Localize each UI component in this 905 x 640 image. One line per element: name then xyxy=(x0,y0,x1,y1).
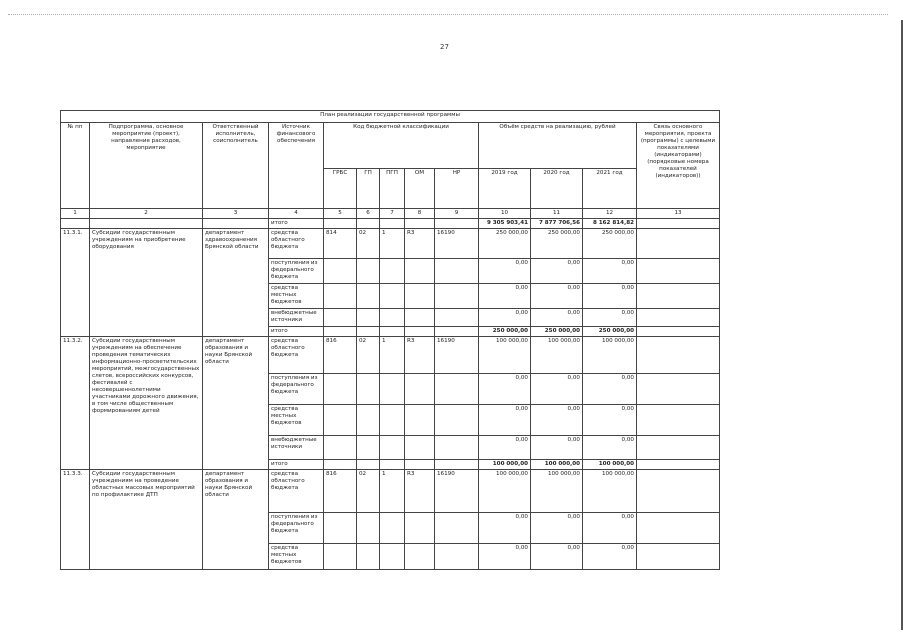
amount-2019: 0,00 xyxy=(479,258,531,283)
amount-2019: 0,00 xyxy=(479,373,531,404)
amount-2020: 0,00 xyxy=(531,283,583,308)
amount-2021: 100 000,00 xyxy=(583,469,637,512)
funding-source: поступления из федерального бюджета xyxy=(269,512,324,543)
item-name: Субсидии государственным учреждениям на приобретение оборудования xyxy=(90,228,203,336)
indicator-link xyxy=(637,326,720,336)
column-number: 2 xyxy=(90,209,203,219)
code-om xyxy=(405,258,435,283)
total-2021: 100 000,00 xyxy=(583,459,637,469)
indicator-link xyxy=(637,373,720,404)
amount-2021: 0,00 xyxy=(583,308,637,326)
code-nr xyxy=(435,283,479,308)
table-row xyxy=(61,228,720,258)
amount-2020: 0,00 xyxy=(531,543,583,569)
code-gp xyxy=(357,512,380,543)
funding-source: средства местных бюджетов xyxy=(269,404,324,435)
top-total-2019: 9 305 903,41 xyxy=(479,218,531,228)
header-responsible: Ответственный исполнитель, соисполнитель xyxy=(203,123,269,209)
empty-cell xyxy=(435,459,479,469)
indicator-link xyxy=(637,543,720,569)
indicator-link xyxy=(637,469,720,512)
item-responsible: департамент образования и науки Брянской области xyxy=(203,336,269,469)
code-nr xyxy=(435,308,479,326)
column-number: 1 xyxy=(61,209,90,219)
top-total-2021: 8 162 814,82 xyxy=(583,218,637,228)
amount-2019: 0,00 xyxy=(479,404,531,435)
code-pgp: 1 xyxy=(380,228,405,258)
top-total-label: итого xyxy=(269,218,324,228)
code-om xyxy=(405,308,435,326)
empty-cell xyxy=(357,326,380,336)
column-number: 4 xyxy=(269,209,324,219)
total-label: итого xyxy=(269,326,324,336)
amount-2019: 0,00 xyxy=(479,512,531,543)
indicator-link xyxy=(637,459,720,469)
plan-table xyxy=(60,110,720,570)
code-grbs xyxy=(324,283,357,308)
code-grbs xyxy=(324,258,357,283)
code-gp: 02 xyxy=(357,469,380,512)
code-gp xyxy=(357,258,380,283)
code-pgp: 1 xyxy=(380,336,405,373)
item-responsible: департамент образования и науки Брянской области xyxy=(203,469,269,569)
table-title: План реализации государственной программы xyxy=(61,111,720,123)
total-2021: 250 000,00 xyxy=(583,326,637,336)
code-pgp xyxy=(380,404,405,435)
column-number: 12 xyxy=(583,209,637,219)
item-number: 11.3.2. xyxy=(61,336,90,469)
code-nr: 16190 xyxy=(435,469,479,512)
empty-cell xyxy=(324,459,357,469)
funding-source: средства местных бюджетов xyxy=(269,283,324,308)
total-2019: 250 000,00 xyxy=(479,326,531,336)
code-nr: 16190 xyxy=(435,228,479,258)
amount-2021: 0,00 xyxy=(583,404,637,435)
table-row xyxy=(61,469,720,512)
funding-source: средства местных бюджетов xyxy=(269,543,324,569)
column-number: 9 xyxy=(435,209,479,219)
amount-2019: 250 000,00 xyxy=(479,228,531,258)
code-pgp xyxy=(380,308,405,326)
code-nr xyxy=(435,543,479,569)
code-om xyxy=(405,404,435,435)
item-name: Субсидии государственным учреждениям на обеспечение проведения тематических информационно-просветительских мероприятий, межгосударственных слетов, всероссийских конкурсов, фестивалей с несовершеннолетними участниками дорожного движения, в том числе общественным формированиям детей xyxy=(90,336,203,469)
code-gp xyxy=(357,308,380,326)
header-subprogram: Подпрограмма, основное мероприятие (проект), направление расходов, мероприятие xyxy=(90,123,203,209)
top-total-2020: 7 877 706,56 xyxy=(531,218,583,228)
empty-cell xyxy=(380,459,405,469)
code-om xyxy=(405,373,435,404)
indicator-link xyxy=(637,404,720,435)
code-grbs xyxy=(324,308,357,326)
code-grbs xyxy=(324,373,357,404)
header-pgp: ПГП xyxy=(380,169,405,209)
code-gp: 02 xyxy=(357,228,380,258)
amount-2019: 0,00 xyxy=(479,283,531,308)
amount-2020: 100 000,00 xyxy=(531,336,583,373)
amount-2020: 0,00 xyxy=(531,373,583,404)
amount-2020: 0,00 xyxy=(531,512,583,543)
empty-cell xyxy=(380,326,405,336)
indicator-link xyxy=(637,258,720,283)
code-nr: 16190 xyxy=(435,336,479,373)
column-number: 8 xyxy=(405,209,435,219)
code-pgp xyxy=(380,373,405,404)
code-nr xyxy=(435,404,479,435)
code-pgp xyxy=(380,258,405,283)
amount-2019: 100 000,00 xyxy=(479,336,531,373)
column-number: 11 xyxy=(531,209,583,219)
total-label: итого xyxy=(269,459,324,469)
amount-2021: 100 000,00 xyxy=(583,336,637,373)
code-gp: 02 xyxy=(357,336,380,373)
amount-2020: 0,00 xyxy=(531,404,583,435)
item-responsible: департамент здравоохранения Брянской области xyxy=(203,228,269,336)
header-om: ОМ xyxy=(405,169,435,209)
empty-cell xyxy=(405,326,435,336)
code-om xyxy=(405,435,435,459)
header-gp: ГП xyxy=(357,169,380,209)
code-nr xyxy=(435,435,479,459)
funding-source: поступления из федерального бюджета xyxy=(269,373,324,404)
indicator-link xyxy=(637,435,720,459)
funding-source: внебюджетные источники xyxy=(269,435,324,459)
code-grbs xyxy=(324,435,357,459)
header-budget-code: Код бюджетной классификации xyxy=(324,123,479,169)
header-nr: НР xyxy=(435,169,479,209)
amount-2021: 0,00 xyxy=(583,512,637,543)
code-om: R3 xyxy=(405,336,435,373)
code-nr xyxy=(435,258,479,283)
header-2019: 2019 год xyxy=(479,169,531,209)
indicator-link xyxy=(637,228,720,258)
code-nr xyxy=(435,512,479,543)
code-om xyxy=(405,543,435,569)
table-row xyxy=(61,336,720,373)
amount-2019: 0,00 xyxy=(479,543,531,569)
code-pgp xyxy=(380,283,405,308)
indicator-link xyxy=(637,512,720,543)
column-number: 13 xyxy=(637,209,720,219)
header-link: Связь основного мероприятия, проекта (программы) с целевыми показателями (индикаторами) (порядковые номера показателей (индикаторов)) xyxy=(637,123,720,209)
code-gp xyxy=(357,404,380,435)
code-grbs: 814 xyxy=(324,228,357,258)
total-2020: 250 000,00 xyxy=(531,326,583,336)
column-number: 6 xyxy=(357,209,380,219)
code-om: R3 xyxy=(405,228,435,258)
amount-2019: 0,00 xyxy=(479,435,531,459)
amount-2021: 0,00 xyxy=(583,258,637,283)
header-num: № пп xyxy=(61,123,90,209)
code-om xyxy=(405,283,435,308)
code-grbs xyxy=(324,543,357,569)
item-name: Субсидии государственным учреждениям на проведение областных массовых мероприятий по профилактике ДТП xyxy=(90,469,203,569)
code-gp xyxy=(357,543,380,569)
total-2020: 100 000,00 xyxy=(531,459,583,469)
item-number: 11.3.3. xyxy=(61,469,90,569)
empty-cell xyxy=(405,459,435,469)
total-2019: 100 000,00 xyxy=(479,459,531,469)
code-gp xyxy=(357,283,380,308)
scan-right-edge xyxy=(901,20,903,630)
amount-2020: 100 000,00 xyxy=(531,469,583,512)
code-pgp xyxy=(380,512,405,543)
code-grbs: 816 xyxy=(324,469,357,512)
empty-cell xyxy=(435,326,479,336)
item-number: 11.3.1. xyxy=(61,228,90,336)
code-nr xyxy=(435,373,479,404)
code-grbs: 816 xyxy=(324,336,357,373)
amount-2019: 0,00 xyxy=(479,308,531,326)
code-grbs xyxy=(324,404,357,435)
code-gp xyxy=(357,435,380,459)
funding-source: средства областного бюджета xyxy=(269,228,324,258)
empty-cell xyxy=(324,326,357,336)
amount-2021: 0,00 xyxy=(583,435,637,459)
column-number: 5 xyxy=(324,209,357,219)
amount-2021: 0,00 xyxy=(583,283,637,308)
code-gp xyxy=(357,373,380,404)
header-2020: 2020 год xyxy=(531,169,583,209)
code-pgp xyxy=(380,435,405,459)
column-number: 3 xyxy=(203,209,269,219)
amount-2020: 250 000,00 xyxy=(531,228,583,258)
header-2021: 2021 год xyxy=(583,169,637,209)
code-grbs xyxy=(324,512,357,543)
column-number: 7 xyxy=(380,209,405,219)
funding-source: средства областного бюджета xyxy=(269,336,324,373)
indicator-link xyxy=(637,336,720,373)
amount-2020: 0,00 xyxy=(531,258,583,283)
amount-2019: 100 000,00 xyxy=(479,469,531,512)
code-om: R3 xyxy=(405,469,435,512)
indicator-link xyxy=(637,308,720,326)
code-om xyxy=(405,512,435,543)
amount-2021: 0,00 xyxy=(583,543,637,569)
page-number: 27 xyxy=(440,43,449,51)
column-number: 10 xyxy=(479,209,531,219)
code-pgp xyxy=(380,543,405,569)
code-pgp: 1 xyxy=(380,469,405,512)
amount-2021: 250 000,00 xyxy=(583,228,637,258)
empty-cell xyxy=(357,459,380,469)
funding-source: средства областного бюджета xyxy=(269,469,324,512)
amount-2020: 0,00 xyxy=(531,435,583,459)
scan-top-edge xyxy=(8,14,888,17)
funding-source: поступления из федерального бюджета xyxy=(269,258,324,283)
indicator-link xyxy=(637,283,720,308)
amount-2020: 0,00 xyxy=(531,308,583,326)
amount-2021: 0,00 xyxy=(583,373,637,404)
header-source: Источник финансового обеспечения xyxy=(269,123,324,209)
header-grbs: ГРБС xyxy=(324,169,357,209)
funding-source: внебюджетные источники xyxy=(269,308,324,326)
header-volume: Объём средств на реализацию, рублей xyxy=(479,123,637,169)
